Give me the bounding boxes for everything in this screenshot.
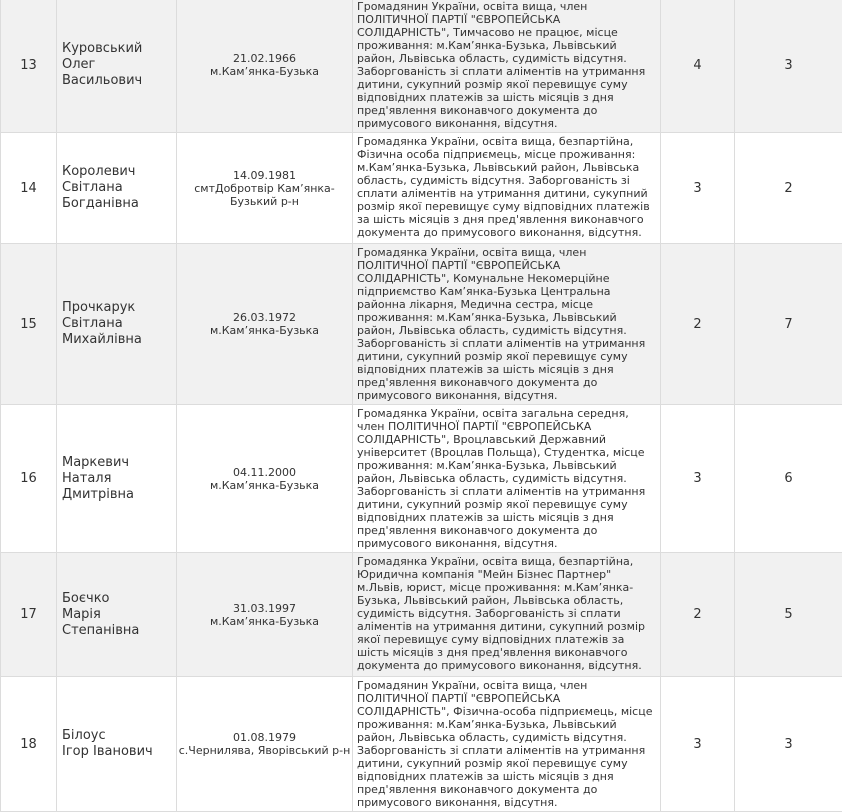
candidate-name <box>57 0 177 133</box>
patronymic: Васильович <box>62 73 176 89</box>
first-name: Олег <box>62 57 176 73</box>
value-1: 3 <box>661 133 735 244</box>
first-name: Світлана <box>62 180 176 196</box>
value-2: 7 <box>735 244 842 405</box>
table-row <box>1 244 842 405</box>
row-number: 15 <box>1 244 57 405</box>
value-2: 2 <box>735 133 842 244</box>
surname: Прочкарук <box>62 300 176 316</box>
birth-place: м.Кам’янка-Бузька <box>177 324 352 337</box>
birth-place: м.Кам’янка-Бузька <box>177 65 352 78</box>
first-name: Марія <box>62 607 176 623</box>
candidate-info: Громадянка України, освіта вища, член ПОЛІТИЧНОЇ ПАРТІЇ "ЄВРОПЕЙСЬКА СОЛІДАРНІСТЬ", Комунальне Некомерційне підприємство Кам’янка-Бузька Центральна районна лікарня, Медична сестра, місце проживання: м.Кам’янка-Бузька, Львівський район, Львівська область, судимість відсутня. Заборгованість зі сплати аліментів на утримання дитини, сукупний розмір якої перевищує суму відповідних платежів за шість місяців з дня пред'явлення виконавчого документа до примусового виконання, відсутня. <box>353 244 661 405</box>
row-number: 17 <box>1 553 57 677</box>
table-row <box>1 133 842 244</box>
birth-date: 26.03.1972 <box>177 311 352 324</box>
first-name: Світлана <box>62 316 176 332</box>
birth-date: 14.09.1981 <box>177 169 352 182</box>
value-1: 3 <box>661 405 735 553</box>
candidate-name <box>57 244 177 405</box>
table-row <box>1 405 842 553</box>
value-1: 3 <box>661 677 735 812</box>
birth-cell <box>177 405 353 553</box>
candidate-info: Громадянка України, освіта вища, безпартійна, Юридична компанія "Мейн Бізнес Партнер" м.Львів, юрист, місце проживання: м.Кам’янка-Бузька, Львівський район, Львівська область, судимість відсутня. Заборгованість зі сплати аліментів на утримання дитини, сукупний розмір якої перевищує суму відповідних платежів за шість місяців з дня пред'явлення виконавчого документа до примусового виконання, відсутня. <box>353 553 661 677</box>
surname: Білоус <box>62 728 176 744</box>
birth-place: м.Кам’янка-Бузька <box>177 479 352 492</box>
row-number: 16 <box>1 405 57 553</box>
value-2: 5 <box>735 553 842 677</box>
value-1: 4 <box>661 0 735 133</box>
table-row <box>1 0 842 133</box>
patronymic: Степанівна <box>62 623 176 639</box>
birth-date: 31.03.1997 <box>177 602 352 615</box>
birth-cell <box>177 133 353 244</box>
candidate-name <box>57 677 177 812</box>
first-name-patronymic: Ігор Іванович <box>62 744 176 760</box>
table-row <box>1 553 842 677</box>
first-name: Наталя <box>62 471 176 487</box>
birth-place: м.Кам’янка-Бузька <box>177 615 352 628</box>
value-1: 2 <box>661 553 735 677</box>
birth-date: 21.02.1966 <box>177 52 352 65</box>
birth-cell <box>177 553 353 677</box>
row-number: 13 <box>1 0 57 133</box>
candidate-info: Громадянин України, освіта вища, член ПОЛІТИЧНОЇ ПАРТІЇ "ЄВРОПЕЙСЬКА СОЛІДАРНІСТЬ", Тимчасово не працює, місце проживання: м.Кам’янка-Бузька, Львівський район, Львівська область, судимість відсутня. Заборгованість зі сплати аліментів на утримання дитини, сукупний розмір якої перевищує суму відповідних платежів за шість місяців з дня пред'явлення виконавчого документа до примусового виконання, відсутня. <box>353 0 661 133</box>
candidate-info: Громадянка України, освіта загальна середня, член ПОЛІТИЧНОЇ ПАРТІЇ "ЄВРОПЕЙСЬКА СОЛІДАРНІСТЬ", Вроцлавський Державний університет (Вроцлав Польща), Студентка, місце проживання: м.Кам’янка-Бузька, Львівський район, Львівська область, судимість відсутня. Заборгованість зі сплати аліментів на утримання дитини, сукупний розмір якої перевищує суму відповідних платежів за шість місяців з дня пред'явлення виконавчого документа до примусового виконання, відсутня. <box>353 405 661 553</box>
value-2: 6 <box>735 405 842 553</box>
patronymic: Дмитрівна <box>62 487 176 503</box>
patronymic: Богданівна <box>62 196 176 212</box>
birth-date: 04.11.2000 <box>177 466 352 479</box>
table-row <box>1 677 842 812</box>
birth-date: 01.08.1979 <box>177 731 352 744</box>
value-2: 3 <box>735 0 842 133</box>
candidate-info: Громадянка України, освіта вища, безпартійна, Фізична особа підприємець, місце проживання: м.Кам’янка-Бузька, Львівський район, Львівська область, судимість відсутня. Заборгованість зі сплати аліментів на утримання дитини, сукупний розмір якої перевищує суму відповідних платежів за шість місяців з дня пред'явлення виконавчого документа до примусового виконання, відсутня. <box>353 133 661 244</box>
birth-place: с.Чернилява, Яворівський р-н <box>177 744 352 757</box>
candidate-name <box>57 553 177 677</box>
value-1: 2 <box>661 244 735 405</box>
candidate-info: Громадянин України, освіта вища, член ПОЛІТИЧНОЇ ПАРТІЇ "ЄВРОПЕЙСЬКА СОЛІДАРНІСТЬ", Фізична-особа підприємець, місце проживання: м.Кам’янка-Бузька, Львівський район, Львівська область, судимість відсутня. Заборгованість зі сплати аліментів на утримання дитини, сукупний розмір якої перевищує суму відповідних платежів за шість місяців з дня пред'явлення виконавчого документа до примусового виконання, відсутня. <box>353 677 661 812</box>
surname: Куровський <box>62 41 176 57</box>
candidate-name <box>57 133 177 244</box>
row-number: 18 <box>1 677 57 812</box>
row-number: 14 <box>1 133 57 244</box>
birth-cell <box>177 677 353 812</box>
birth-cell <box>177 0 353 133</box>
surname: Королевич <box>62 164 176 180</box>
surname: Маркевич <box>62 455 176 471</box>
birth-cell <box>177 244 353 405</box>
value-2: 3 <box>735 677 842 812</box>
birth-place: смтДобротвір Кам’янка-Бузький р-н <box>177 182 352 208</box>
surname: Боєчко <box>62 591 176 607</box>
candidate-name <box>57 405 177 553</box>
patronymic: Михайлівна <box>62 332 176 348</box>
